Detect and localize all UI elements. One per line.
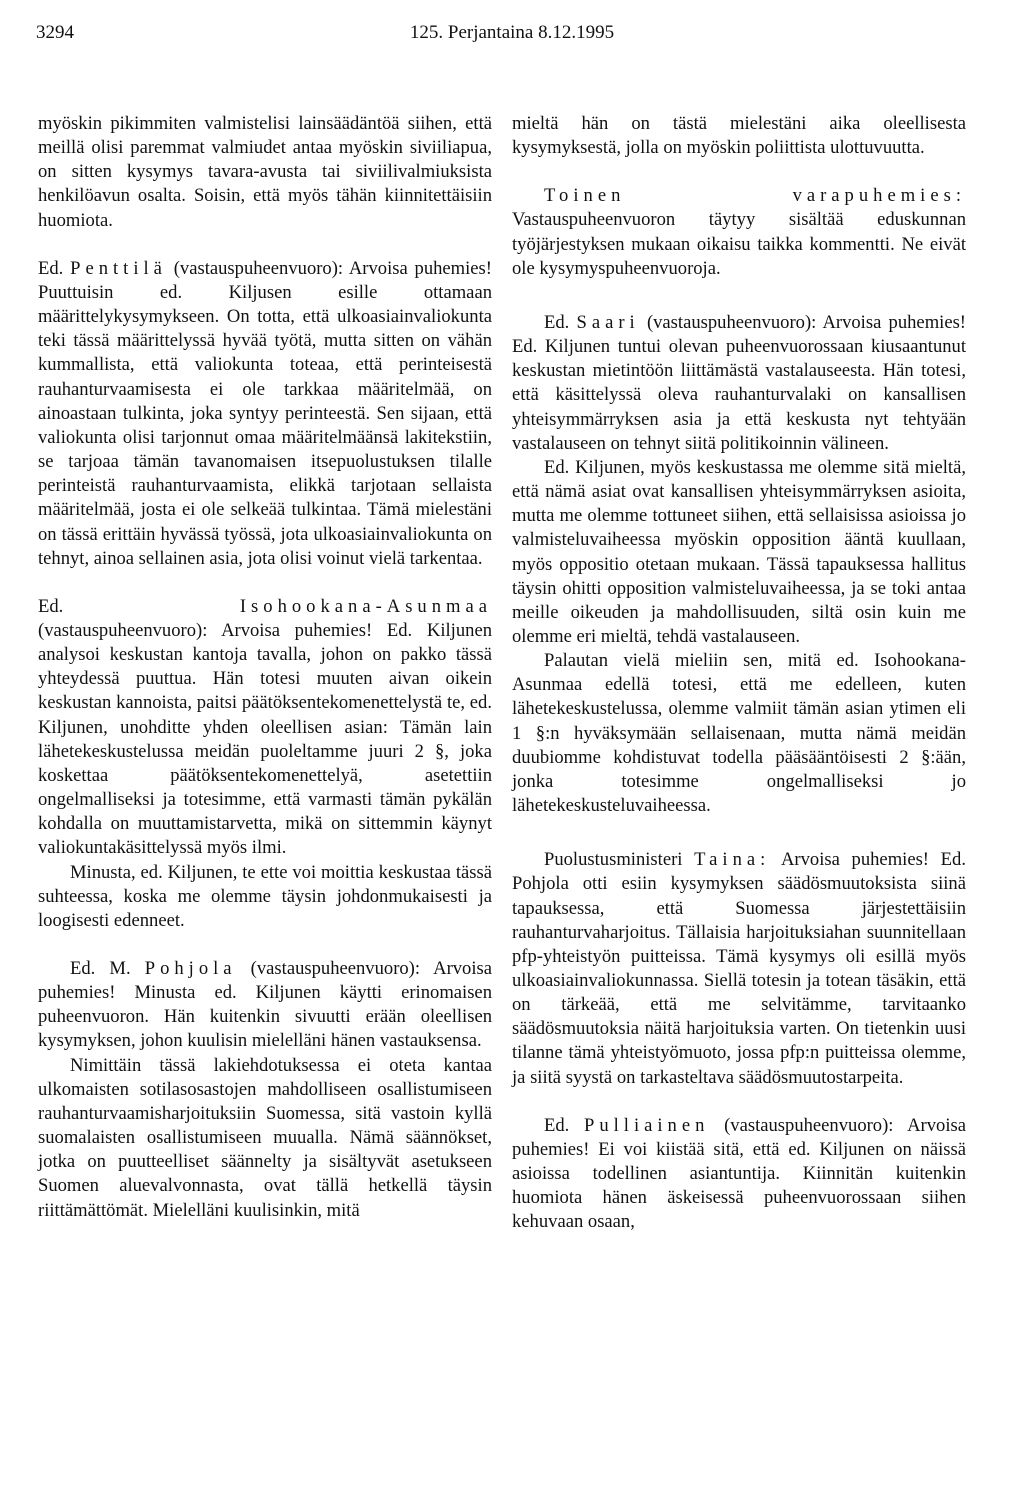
speech-pohjola	[38, 957, 492, 1054]
speaker-name: Toinen varapuhemies:	[544, 185, 966, 207]
speech-text: (vastauspuheenvuoro): Arvoisa puhemies! Puuttuisin ed. Kiljusen esille ottamaan määrittelykysymykseen. On totta, että ulkoasiainvaliokunta teki tässä määrittelyssä hyvää työtä, mutta sitten on vähän kummallista, että valiokunta toteaa, että perinteisestä rauhanturvaamisesta ei ole tarkkaa määritelmää, on ainoastaan tulkinta, joka syntyy perinteestä. Sen sijaan, että valiokunta olisi tarjonnut omaa määritelmäänsä lakitekstiin, se tarjoaa tämän tavanomaisen itsepuolustuksen tilalle perinteistä rauhanturvaamista, elikkä tarjotaan sellaista määritelmää, josta ei ole selkeää tulkintaa. Tämä mielestäni on tässä erittäin hyvässä työssä, jota ulkoasiainvaliokunta on tehnyt, ainoa sellainen asia, jota olisi voinut vielä tarkentaa.	[38, 257, 492, 569]
speech-penttila	[38, 257, 492, 571]
speech-taina	[512, 848, 966, 1090]
speech-prefix: Puolustusministeri	[544, 849, 695, 871]
paragraph: mieltä hän on tästä mielestäni aika oleellisesta kysymyksestä, jolla on myöskin poliittista ulottuvuutta.	[512, 113, 966, 159]
speech-text: (vastauspuheenvuoro): Arvoisa puhemies! Ei voi kiistää sitä, että ed. Kiljunen on näissä asioissa todellinen asiantuntija. Kiinnitän kuitenkin huomiota hänen äskeisessä puheenvuorossaan siihen kehuvaan osaan,	[512, 1114, 966, 1233]
left-column	[38, 112, 492, 1223]
paragraph: Palautan vielä mieliin sen, mitä ed. Isohookana-Asunmaa edellä totesi, että me edelleen, kuten lähetekeskustelussa, olemme valmiit tämän asian ytimen eli 1 §:n hyväksymään sellaisenaan, mutta nämä meidän duubiomme kohdistuvat todella pääsääntöisesti 2 §:ään, jonka totesimme ongelmalliseksi jo lähetekeskusteluvaiheessa.	[512, 650, 966, 817]
speaker-name: Isohookana-Asunmaa	[239, 595, 492, 617]
session-info: 125. Perjantaina 8.12.1995	[409, 22, 615, 43]
speech-prefix: Ed.	[544, 311, 577, 333]
paragraph: Ed. Kiljunen, myös keskustassa me olemme sitä mieltä, että nämä asiat ovat kansallisen yhteisymmärryksen asioita, mutta me olemme tottuneet siihen, että sellaisissa asioissa jo valmisteluvaiheessa myöskin opposition ääntä kuullaan, myös oppositio otetaan mukaan. Tässä tapauksessa hallitus täysin ohitti opposition valmisteluvaiheessa, ja se toki antaa meille oikeuden ja mahdollisuuden, siltä osin kuin me olemme eri mieltä, tehdä vastalauseen.	[512, 456, 966, 647]
page-number: 3294	[36, 22, 74, 43]
speech-pulliainen	[512, 1114, 966, 1235]
speech-text: (vastauspuheenvuoro): Arvoisa puhemies! Ed. Kiljunen tuntui olevan puheenvuorossaan kiusaantunut keskustan mietintöön liittämästä vastalauseesta. Hän totesi, että käsittelyssä oleva rauhanturvalaki on kansallisen yhteisymmärryksen asia ja että keskusta nyt tehtyään vastalauseen on tehnyt siitä politikoinnin välineen.	[512, 311, 966, 454]
speaker-name: Saari	[576, 311, 640, 333]
speech-text: (vastauspuheenvuoro): Arvoisa puhemies! Minusta ed. Kiljunen käytti erinomaisen puheenvuoron. Hän kuitenkin sivuutti erään oleellisen kysymyksen, johon kuulisin mielelläni hänen vastauksensa.	[38, 958, 493, 1052]
speech-prefix: Ed. M.	[70, 958, 145, 979]
speaker-name: Penttilä	[70, 257, 167, 279]
speech-prefix: Ed.	[38, 257, 71, 279]
speech-text: Arvoisa puhemies! Ed. Pohjola otti esiin kysymyksen säädösmuutoksista siinä tapauksessa, että Suomessa järjestettäisiin rauhanturvaharjoitus. Tällaisia harjoituksiahan suunnitellaan pfp-yhteistyön puitteissa. Tämä kysymys oli esillä myös ulkoasiainvaliokunnassa. Siellä totesin ja totean täsäkin, että on tärkeää, että me selvitämme, tarvitaanko säädösmuutoksia näitä harjoituksia varten. On tietenkin uusi tilanne tämä yhteistyömuoto, jossa pfp:n puitteissa olemme, ja siitä syystä on tarkasteltava säädösmuutostarpeita.	[512, 849, 966, 1088]
paragraph: Nimittäin tässä lakiehdotuksessa ei oteta kantaa ulkomaisten sotilasosastojen mahdolliseen osallistumiseen rauhanturvaamisharjoituksiin Suomessa, sitä vastoin kyllä suomalaisten osallistumiseen muualla. Nämä säännökset, jotka on puutteelliset säännelty ja sisältyvät asetukseen Suomen aluevalvonnasta, ovat tällä hetkellä täysin riittämättömät. Mielelläni kuulisinkin, mitä	[38, 1054, 492, 1221]
speaker-name: Pulliainen	[584, 1114, 710, 1136]
paragraph: Minusta, ed. Kiljunen, te ette voi moittia keskustaa tässä suhteessa, koska me olemme täysin johdonmukaisesti ja loogisesti edenneet.	[38, 861, 492, 931]
right-column	[512, 112, 966, 1235]
speech-prefix: Ed.	[544, 1114, 584, 1136]
speech-toinen-varapuhemies	[512, 184, 966, 281]
page-header	[36, 22, 988, 50]
speech-saari	[512, 311, 966, 456]
speaker-name: Pohjola	[144, 958, 237, 979]
speaker-name: Taina:	[694, 849, 771, 871]
paragraph: myöskin pikimmiten valmistelisi lainsäädäntöä siihen, että meillä olisi paremmat valmiudet antaa myöskin siviiliapua, on sitten kysymys tavara-avusta tai siviilivalmiuksista henkilöavun osalta. Soisin, että myös tähän kiinnitettäisiin huomiota.	[38, 113, 492, 231]
speech-isohookana-asunmaa	[38, 595, 492, 861]
speech-text: Vastauspuheenvuoron täytyy sisältää eduskunnan työjärjestyksen mukaan oikaisu taikka kommentti. Ne eivät ole kysymyspuheenvuoroja.	[512, 209, 966, 279]
speech-prefix: Ed.	[38, 595, 240, 617]
speech-text: (vastauspuheenvuoro): Arvoisa puhemies! Ed. Kiljunen analysoi keskustan kantoja tavalla, johon on pakko tässä yhteydessä puuttua. Hän totesi muuten aivan oikein keskustan kannoista, paitsi päätöksentekomenettelystä te, ed. Kiljunen, unohditte yhden oleellisen asian: Tämän lain lähetekeskustelussa meidän puoleltamme juuri 2 §, joka koskettaa päätöksentekomenettelyä, asetettiin ongelmalliseksi ja totesimme, että varmasti tämän pykälän kohdalla on muuttamistarvetta, mikä on sittemmin käynyt valiokuntakäsittelyssä myös ilmi.	[38, 619, 492, 859]
